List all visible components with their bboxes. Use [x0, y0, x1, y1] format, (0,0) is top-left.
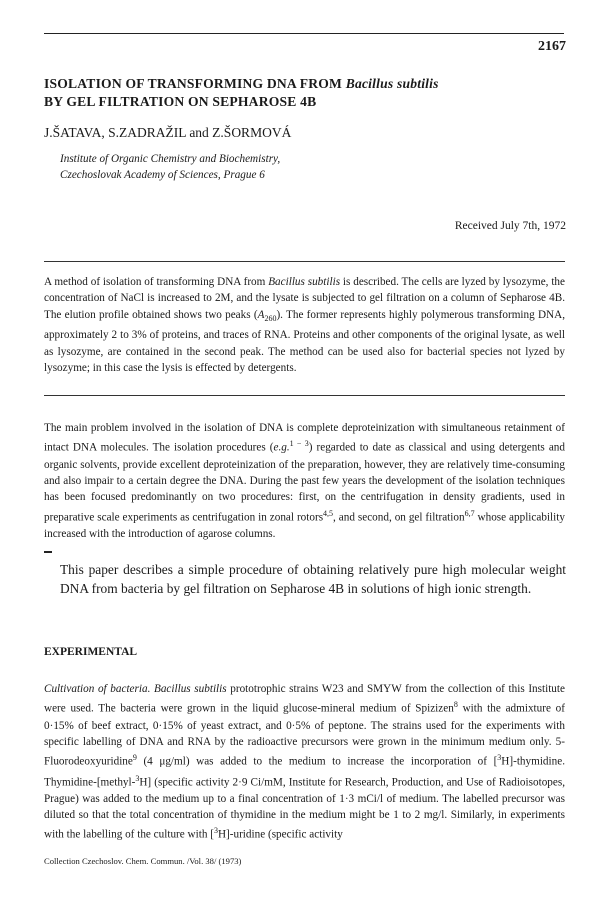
- intro-text-3: , and second, on gel filtration: [333, 511, 465, 524]
- experimental-text-3: (4 μg/ml) was added to the medium to increase the incorporation of [: [136, 756, 498, 769]
- abstract: [44, 274, 565, 377]
- experimental-text-1: prototrophic strains W23 and SMYW from the collection of this Institute were used. The bacteria were grown in the liquid glucose-mineral medium of Spizizen: [44, 683, 565, 716]
- reference-1-3: 1 − 3: [289, 439, 309, 449]
- paragraph-marker: [44, 551, 52, 553]
- affiliation: [60, 151, 280, 183]
- abstract-text-2: is described. The cells are lyzed by lysozyme, the concentration of NaCl is increased to 2M, and the lysate is subjected to gel filtration on a column of Sepharose 4B. The elution profile obtained shows two peaks (: [44, 276, 565, 321]
- reference-8: 8: [453, 700, 458, 710]
- section-heading-experimental: EXPERIMENTAL: [44, 646, 138, 658]
- experimental-subhead: Cultivation of bacteria.: [44, 683, 151, 695]
- abstract-species: Bacillus subtilis: [268, 276, 341, 288]
- article-title: [44, 75, 564, 111]
- intro-paragraph: [44, 420, 565, 542]
- experimental-text-5: H] (specific activity 2·9 Ci/mM, Institute for Research, Production, and Use of Radioisotopes, Prague) was added to the medium up to a final concentration of 1·3 mCi/l of medium. The labelled precursor was diluted so that the total concentration of thymidine in the medium might be 1 to 2 mg/l. Similarly, in experiments with the labelling of the culture with [: [44, 776, 565, 842]
- intro-text-1: The main problem involved in the isolation of DNA is complete deproteinization with simultaneous retainment of intact DNA molecules. The isolation procedures (: [44, 422, 565, 455]
- title-species: Bacillus subtilis: [345, 76, 439, 91]
- experimental-text-4: H]-thymidine. Thymidine-[methyl-: [44, 756, 565, 789]
- title-part1: ISOLATION OF TRANSFORMING DNA FROM: [44, 76, 346, 91]
- intro-eg: e.g.: [273, 442, 290, 455]
- page-number: 2167: [538, 39, 566, 54]
- reference-9: 9: [132, 753, 137, 763]
- abstract-text-3: ). The former represents highly polymerous transforming DNA, approximately 2 to 3% of proteins, and traces of RNA. Proteins and other components of the original lysate, as well as lysozyme, are contained in the second peak. The method can be used also for bacterial species not lyzed by lysozyme; in this case the lysis is effected by detergents.: [44, 308, 565, 375]
- aim-paragraph: This paper describes a simple procedure of obtaining relatively pure high molecular weight DNA from bacteria by gel filtration on Sepharose 4B in solutions of high ionic strength.: [60, 562, 566, 596]
- abstract-rule-top: [44, 261, 565, 262]
- authors: J.ŠATAVA, S.ZADRAŽIL and Z.ŠORMOVÁ: [44, 125, 292, 140]
- footer-citation: Collection Czechoslov. Chem. Commun. /Vol. 38/ (1973): [44, 856, 242, 866]
- affiliation-line2: Czechoslovak Academy of Sciences, Prague 6: [60, 169, 265, 181]
- header-rule: [44, 33, 564, 34]
- absorbance-symbol: A: [257, 308, 265, 321]
- title-part2: BY GEL FILTRATION ON SEPHAROSE 4B: [44, 94, 317, 109]
- intro-text-4: whose applicability increased with the introduction of agarose columns.: [44, 511, 565, 540]
- intro-text-2: ) regarded to date as classical and using detergents and organic solvents, provide excellent deproteinization of the preparation, however, they are relatively time-consuming and also impair to a certain degree the DNA. During the past few years the development of the isolation techniques has been focused predominantly on two procedures: first, on the centrifugation in density gradients, used in preparative scale experiments as centrifugation in zonal rotors: [44, 442, 565, 524]
- isotope-superscript-1: 3: [497, 753, 502, 763]
- received-date: Received July 7th, 1972: [454, 220, 566, 232]
- abstract-text-1: A method of isolation of transforming DNA from: [44, 276, 269, 288]
- reference-4-5: 4,5: [323, 508, 334, 518]
- experimental-text-6: H]-uridine (specific activity: [217, 829, 343, 842]
- abstract-rule-bottom: [44, 395, 565, 396]
- isotope-superscript-3: 3: [213, 826, 218, 836]
- affiliation-line1: Institute of Organic Chemistry and Biochemistry,: [60, 153, 281, 165]
- isotope-superscript-2: 3: [135, 773, 140, 783]
- experimental-paragraph: [44, 681, 565, 844]
- experimental-text-2: with the admixture of 0·15% of beef extract, 0·15% of yeast extract, and 0·5% of peptone. The strains used for the experiments with specific labelling of DNA and RNA by the radioactive precursors were grown in the minimum medium only. 5-Fluorodeoxyuridine: [44, 703, 565, 769]
- experimental-species: Bacillus subtilis: [154, 683, 227, 695]
- absorbance-subscript: 260: [264, 314, 277, 324]
- reference-6-7: 6,7: [464, 508, 475, 518]
